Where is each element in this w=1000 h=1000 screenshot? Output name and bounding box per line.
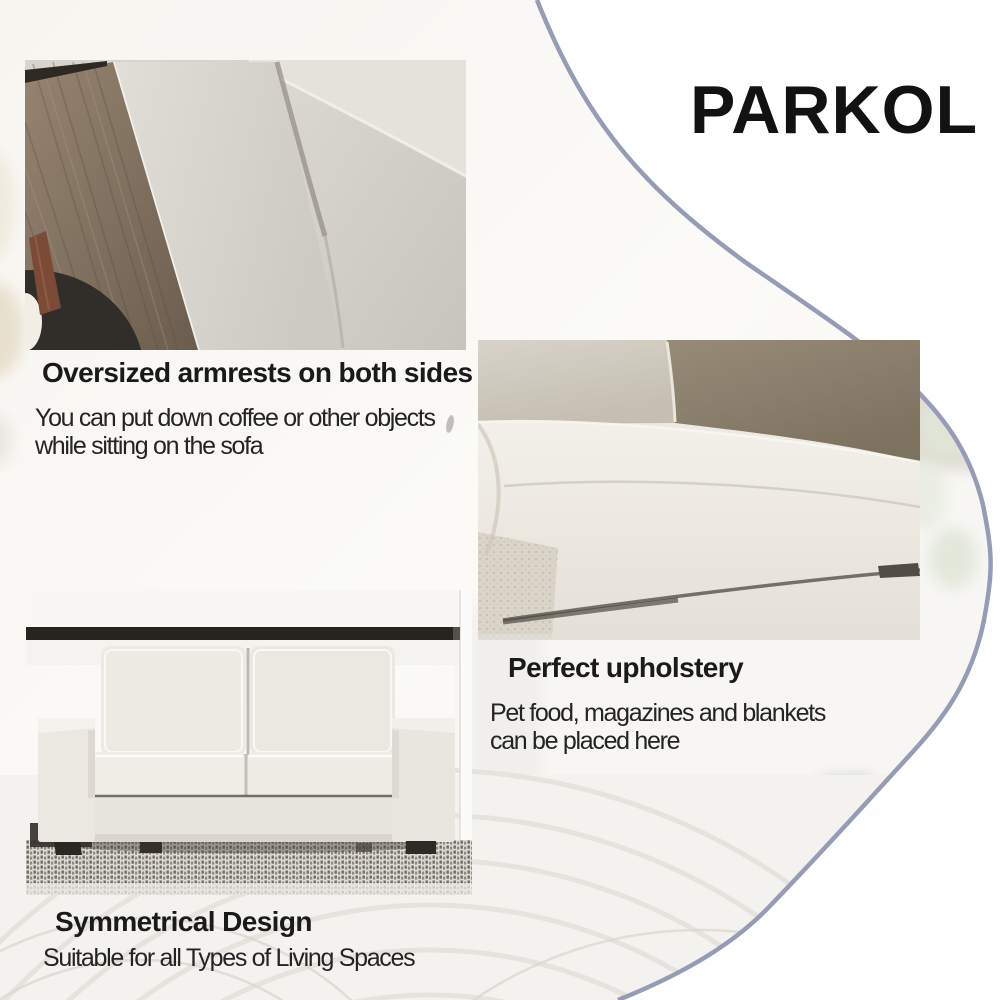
body-line: You can put down coffee or other objects	[35, 404, 435, 432]
body-line: Suitable for all Types of Living Spaces	[43, 944, 415, 972]
section-symmetry-heading: Symmetrical Design	[55, 906, 312, 937]
body-line: while sitting on the sofa	[35, 432, 263, 460]
wall	[26, 590, 472, 630]
section-symmetry-body	[43, 944, 414, 972]
body-line: can be placed here	[490, 727, 680, 755]
sofa-foot	[140, 842, 162, 853]
section-armrests-heading: Oversized armrests on both sides	[42, 357, 473, 388]
console-shadow-stripe	[26, 627, 460, 640]
body-line: Pet food, magazines and blankets	[490, 699, 826, 727]
photo-armrest-closeup	[25, 60, 466, 350]
back-pillow	[478, 340, 675, 424]
loveseat	[38, 646, 455, 855]
photo-loveseat-front	[26, 590, 472, 895]
section-armrests-body	[35, 404, 435, 460]
section-upholstery-heading: Perfect upholstery	[508, 652, 744, 683]
photo-cushion-closeup	[478, 340, 920, 640]
sofa-foot	[406, 841, 436, 854]
sofa-foot	[356, 843, 372, 852]
brand-wordmark: PARKOL	[689, 72, 978, 148]
sofa-foot	[54, 842, 82, 855]
section-upholstery-body	[490, 699, 825, 755]
